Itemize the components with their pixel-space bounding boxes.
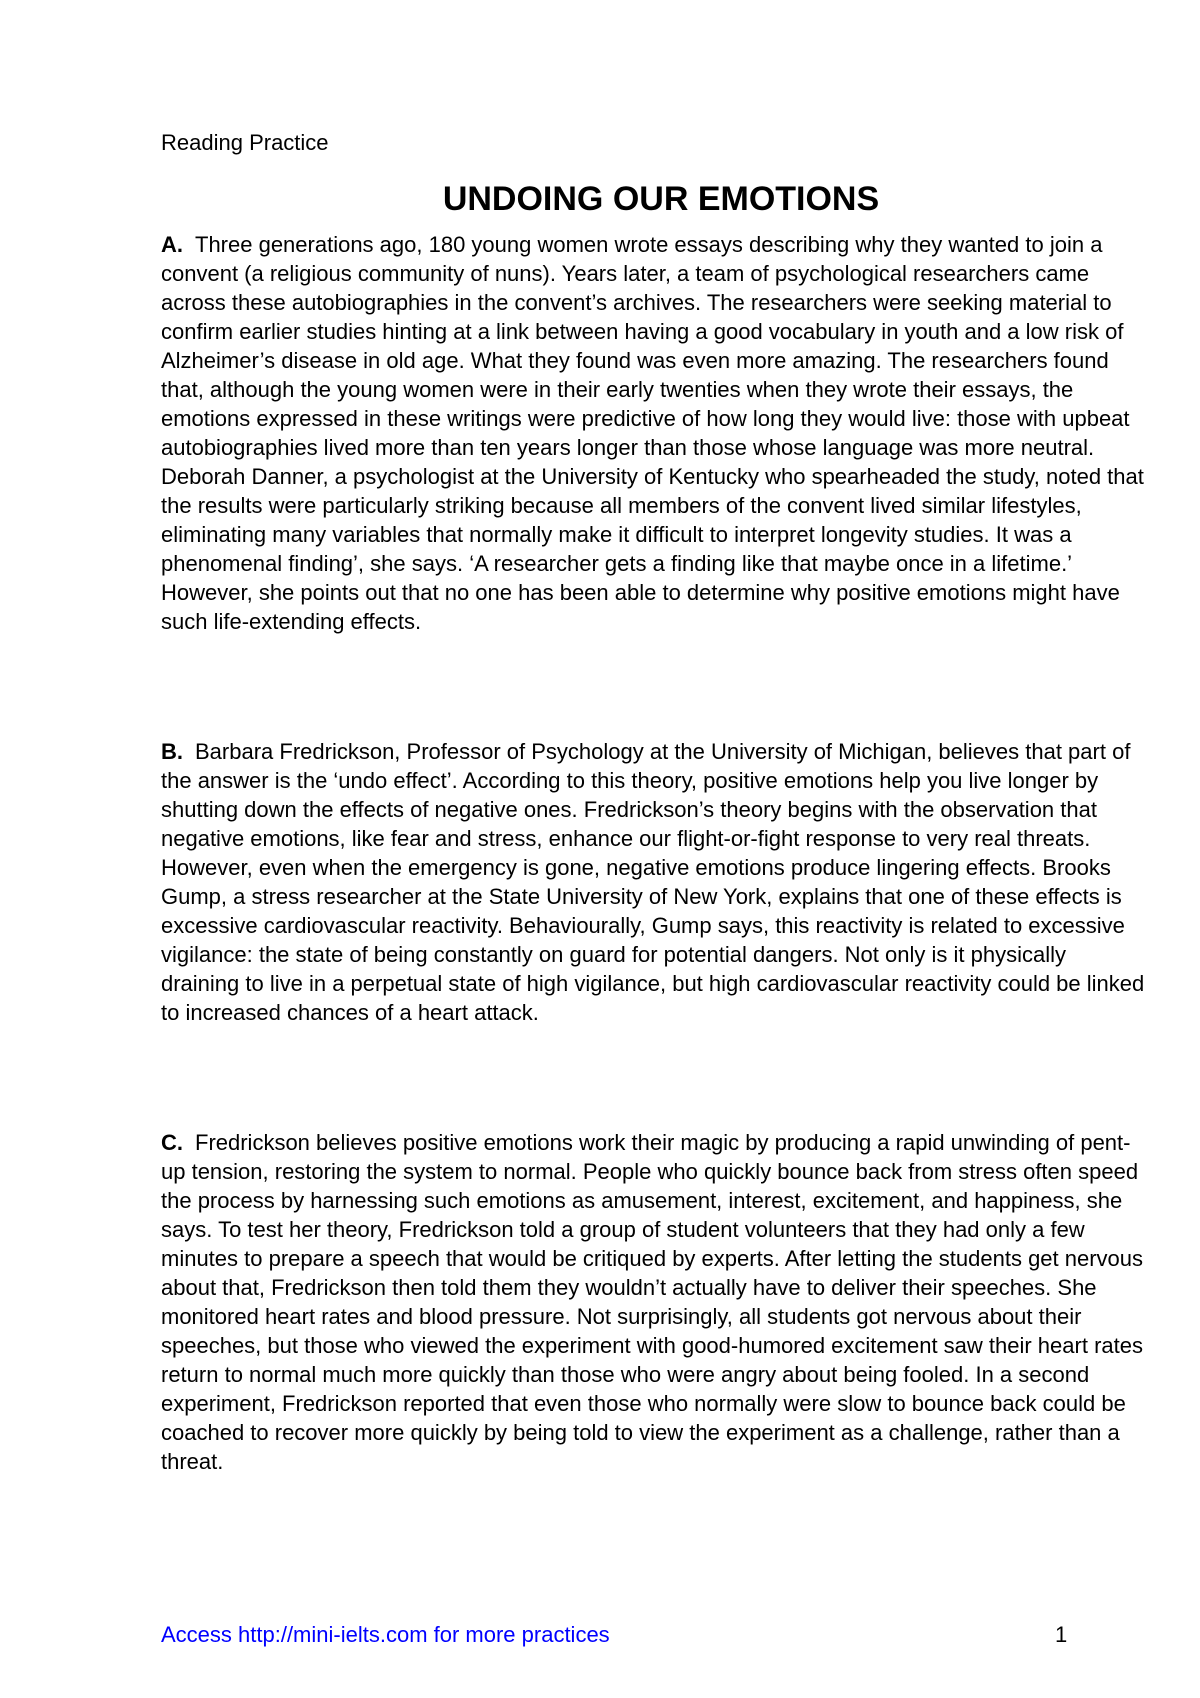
paragraph-text: Three generations ago, 180 young women wrote essays describing why they wanted to join a convent (a religious community of nuns). Years later, a team of psychological researchers came across these autobiographies in the convent’s archives. The researchers were seeking material to confirm earlier studies hinting at a link between having a good vocabulary in youth and a low risk of Alzheimer’s disease in old age. What they found was even more amazing. The researchers found that, although the young women were in their early twenties when they wrote their essays, the emotions expressed in these writings were predictive of how long they would live: those with upbeat autobiographies lived more than ten years longer than those whose language was more neutral. Deborah Danner, a psychologist at the University of Kentucky who spearheaded the study, noted that the results were particularly striking because all members of the convent lived similar lifestyles, eliminating many variables that normally make it difficult to interpret longevity studies. It was a phenomenal finding’, she says. ‘A researcher gets a finding like that maybe once in a lifetime.’ However, she points out that no one has been able to determine why positive emotions might have such life-extending effects. — [161, 232, 1144, 634]
page-number: 1 — [1055, 1622, 1068, 1647]
paragraph-letter: A. — [161, 232, 183, 257]
page-title: UNDOING OUR EMOTIONS — [442, 180, 880, 218]
paragraph-a — [161, 230, 1146, 636]
footer-link[interactable]: Access http://mini-ielts.com for more practices — [161, 1622, 610, 1647]
paragraph-text: Barbara Fredrickson, Professor of Psychology at the University of Michigan, believes that part of the answer is the ‘undo effect’. According to this theory, positive emotions help you live longer by shutting down the effects of negative ones. Fredrickson’s theory begins with the observation that negative emotions, like fear and stress, enhance our flight-or-fight response to very real threats. However, even when the emergency is gone, negative emotions produce lingering effects. Brooks Gump, a stress researcher at the State University of New York, explains that one of these effects is excessive cardiovascular reactivity. Behaviourally, Gump says, this reactivity is related to excessive vigilance: the state of being constantly on guard for potential dangers. Not only is it physically draining to live in a perpetual state of high vigilance, but high cardiovascular reactivity could be linked to increased chances of a heart attack. — [161, 739, 1145, 1025]
header-label: Reading Practice — [161, 130, 329, 155]
paragraph-b — [161, 737, 1146, 1027]
paragraph-c — [161, 1128, 1146, 1476]
paragraph-letter: C. — [161, 1130, 183, 1155]
paragraph-letter: B. — [161, 739, 183, 764]
paragraph-text: Fredrickson believes positive emotions work their magic by producing a rapid unwinding of pent-up tension, restoring the system to normal. People who quickly bounce back from stress often speed the process by harnessing such emotions as amusement, interest, excitement, and happiness, she says. To test her theory, Fredrickson told a group of student volunteers that they had only a few minutes to prepare a speech that would be critiqued by experts. After letting the students get nervous about that, Fredrickson then told them they wouldn’t actually have to deliver their speeches. She monitored heart rates and blood pressure. Not surprisingly, all students got nervous about their speeches, but those who viewed the experiment with good-humored excitement saw their heart rates return to normal much more quickly than those who were angry about being fooled. In a second experiment, Fredrickson reported that even those who normally were slow to bounce back could be coached to recover more quickly by being told to view the experiment as a challenge, rather than a threat. — [161, 1130, 1144, 1474]
